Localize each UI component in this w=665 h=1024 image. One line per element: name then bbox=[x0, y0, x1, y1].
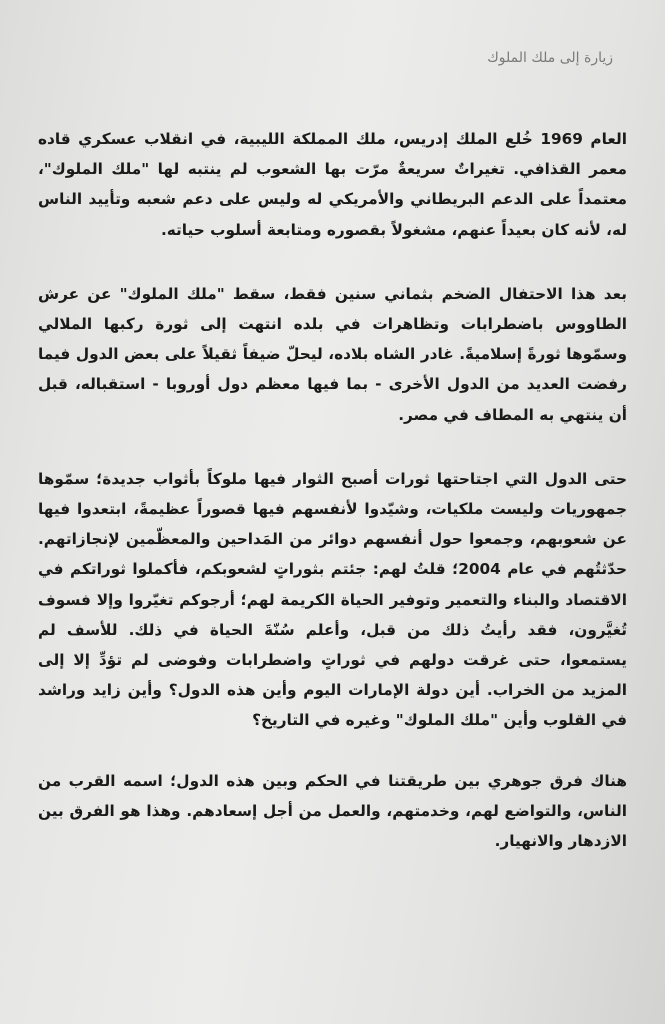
body-text bbox=[38, 124, 627, 882]
paragraph-4: هناك فرق جوهري بين طريقتنا في الحكم وبين هذه الدول؛ اسمه القرب من الناس، والتواضع لهم، وخدمتهم، والعمل من أجل إسعادهم. وهذا هو الفرق بين الازدهار والانهيار. bbox=[38, 771, 627, 851]
paragraph-2: بعد هذا الاحتفال الضخم بثماني سنين فقط، سقط "ملك الملوك" عن عرش الطاووس باضطرابات وتظاهرات في بلده انتهت إلى ثورة ركبها الملالي وسمّوها ثورةً إسلاميةً. غادر الشاه بلاده، ليحلّ ضيفاً ثقيلاً على بعض الدول فيما رفضت العديد من الدول الأخرى - بما فيها معظم دول أوروبا - استقباله، قبل أن ينتهي به المطاف في مصر. bbox=[38, 284, 627, 424]
running-header: زيارة إلى ملك الملوك bbox=[487, 50, 613, 66]
paragraph-1: العام 1969 خُلع الملك إدريس، ملك المملكة الليبية، في انقلاب عسكري قاده معمر القذافي. تغيراتٌ سريعةٌ مرّت بها الشعوب لم ينتبه لها "ملك الملوك"، معتمداً على الدعم البريطاني والأمريكي له وليس على دعم شعبه وتأييد الناس له، لأنه كان بعيداً عنهم، مشغولاً بقصوره ومتابعة أسلوب حياته. bbox=[38, 130, 627, 239]
paragraph-3: حتى الدول التي اجتاحتها ثورات أصبح الثوار فيها ملوكاً بأثواب جديدة؛ سمّوها جمهوريات وليست ملكيات، وشيّدوا لأنفسهم فيها قصوراً عظيمةً، ابتعدوا فيها عن شعوبهم، وجمعوا حول أنفسهم دوائر من المَداحين والمعظّمين لإنجازاتهم. حدّثتُهم في عام 2004؛ قلتُ لهم: جئتم بثوراتٍ لشعوبكم، فأكملوا ثوراتكم في الاقتصاد والبناء والتعمير وتوفير الحياة الكريمة لهم؛ أرجوكم تغيّروا وإلا فسوف تُغيَّرون، فقد رأيتُ ذلك من قبل، وأعلم سُنّةَ الحياة في ذلك. للأسف لم يستمعوا، حتى غرقت دولهم في ثوراتٍ واضطرابات وفوضى لم تؤدِّ إلا إلى المزيد من الخراب. أين دولة الإمارات اليوم وأين هذه الدول؟ وأين زايد وراشد في القلوب وأين "ملك الملوك" وغيره في التاريخ؟ bbox=[38, 469, 627, 730]
